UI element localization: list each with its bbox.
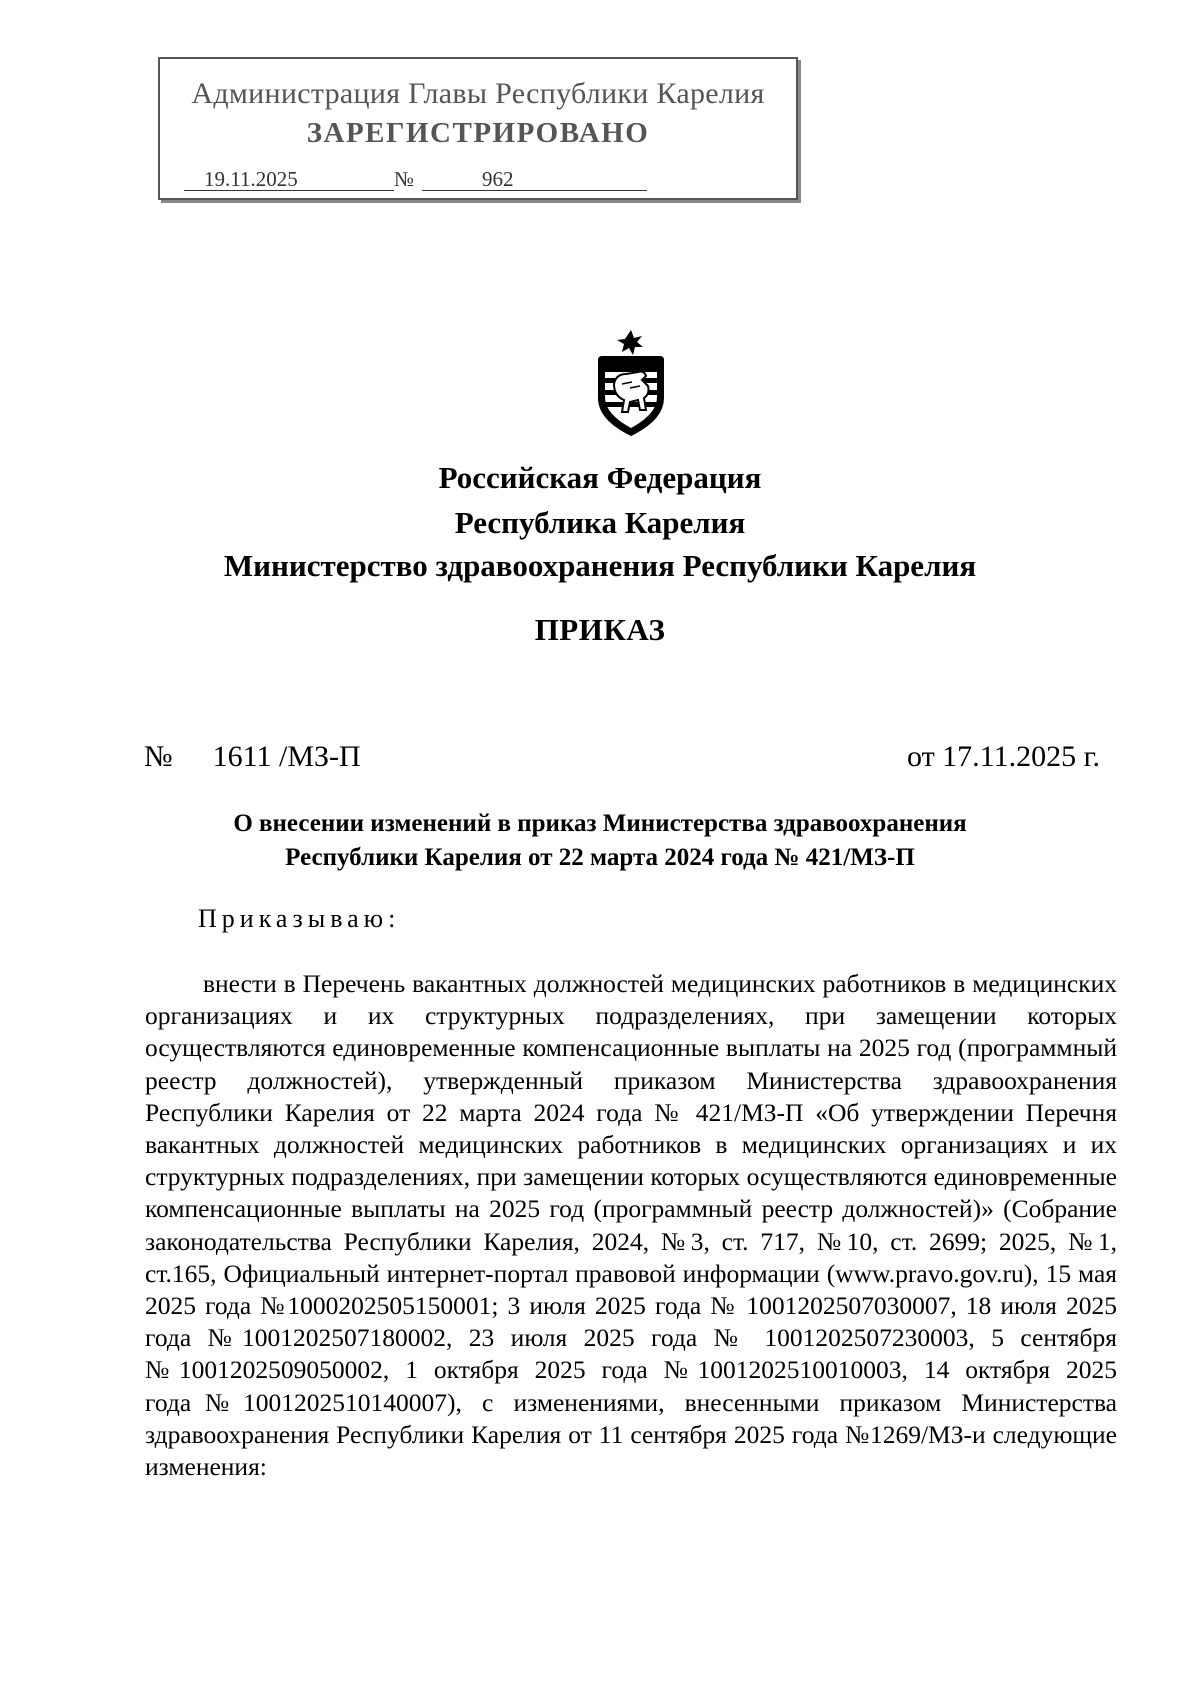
order-number-symbol: № — [144, 740, 173, 773]
stamp-authority: Администрация Главы Республики Карелия — [191, 77, 765, 110]
country-title: Российская Федерация — [438, 460, 762, 495]
body-paragraph: внести в Перечень вакантных должностей медицинских работников в медицинских организациях и их структурных подразделениях, при замещении которых осуществляются единовременные компенсационные выплаты на 2025 год (программный реестр должностей), утвержденный приказом Министерства здравоохранения Республики Карелия от 22 марта 2024 года № 421/МЗ-П «Об утверждении Перечня вакантных должностей медицинских работников в медицинских организациях и их структурных подразделениях, при замещении которых осуществляются единовременные компенсационные выплаты на 2025 год (программный реестр должностей)» (Собрание законодательства Республики Карелия, 2024, №3, ст. 717, №10, ст. 2699; 2025, №1, ст.165, Официальный интернет-портал правовой информации (www.pravo.gov.ru), 15 мая 2025 года №1000202505150001; 3 июля 2025 года № 1001202507030007, 18 июля 2025 года №1001202507180002, 23 июля 2025 года № 1001202507230003, 5 сентября №1001202509050002, 1 октября 2025 года №1001202510010003, 14 октября 2025 года№1001202510140007), с изменениями, внесенными приказом Министерства здравоохранения Республики Карелия от 11 сентября 2025 года №1269/МЗ-и следующие изменения: — [145, 969, 1117, 1482]
order-date: от 17.11.2025 г. — [906, 740, 1100, 773]
registration-stamp — [158, 57, 798, 200]
stamp-date: 19.11.2025 — [184, 168, 394, 191]
stamp-number-symbol: № — [394, 167, 415, 191]
ministry-title: Министерство здравоохранения Республики Карелия — [223, 548, 977, 583]
subject-line-2: Республики Карелия от 22 марта 2024 года № 421/МЗ-П — [285, 844, 915, 871]
order-intro: Приказываю: — [198, 904, 401, 933]
subject-line-1: О внесении изменений в приказ Министерства здравоохранения — [233, 810, 967, 837]
order-number — [144, 740, 361, 774]
coat-of-arms-icon — [586, 328, 676, 440]
document-type: ПРИКАЗ — [534, 612, 666, 647]
region-title: Республика Карелия — [454, 505, 746, 540]
order-number-value: 1611 /МЗ-П — [212, 740, 361, 773]
stamp-status: ЗАРЕГИСТРИРОВАНО — [306, 117, 650, 149]
stamp-registration-row — [184, 167, 647, 192]
stamp-number: 962 — [422, 168, 647, 191]
